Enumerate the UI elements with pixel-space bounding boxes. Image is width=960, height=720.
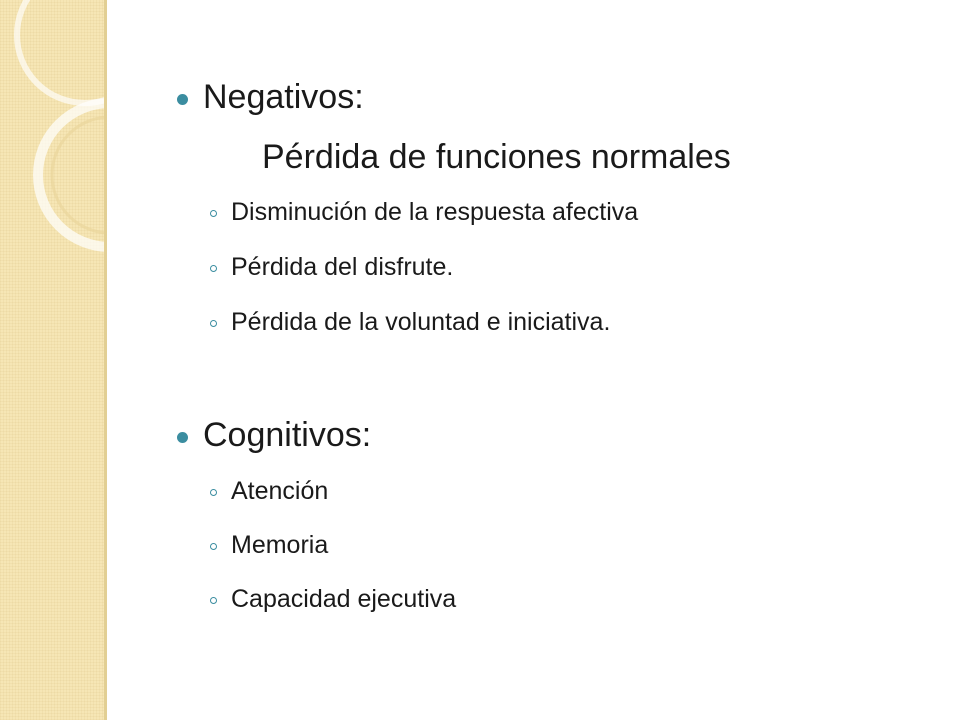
heading-cognitivos: Cognitivos: — [203, 416, 372, 454]
bullet-ring-icon — [210, 597, 217, 604]
list-item: Memoria — [231, 531, 329, 559]
bullet-ring-icon — [210, 265, 217, 272]
bullet-dot-icon — [177, 94, 188, 105]
bullet-ring-icon — [210, 489, 217, 496]
list-item: Pérdida de la voluntad e iniciativa. — [231, 308, 611, 336]
bullet-dot-icon — [177, 432, 188, 443]
bullet-ring-icon — [210, 543, 217, 550]
bullet-ring-icon — [210, 320, 217, 327]
subheading-negativos: Pérdida de funciones normales — [262, 138, 731, 176]
list-item: Disminución de la respuesta afectiva — [231, 198, 639, 226]
list-item: Capacidad ejecutiva — [231, 585, 457, 613]
heading-negativos: Negativos: — [203, 78, 364, 116]
list-item: Atención — [231, 477, 329, 505]
bullet-ring-icon — [210, 210, 217, 217]
list-item: Pérdida del disfrute. — [231, 253, 454, 281]
